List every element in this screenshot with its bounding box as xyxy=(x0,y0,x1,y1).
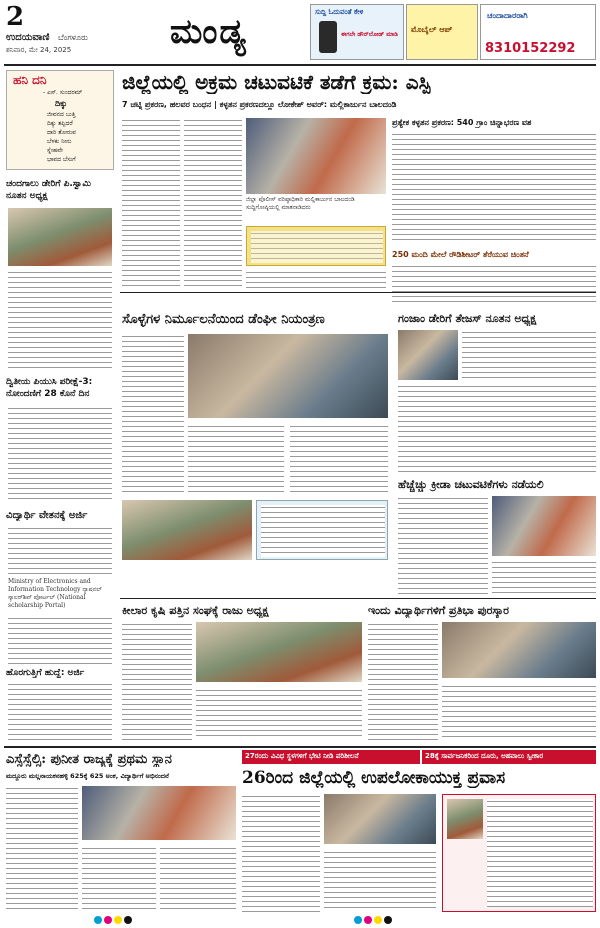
honey-title: ದಿಕ್ಕು xyxy=(55,99,68,108)
kelara-body-1 xyxy=(122,622,192,740)
students-body-1 xyxy=(368,622,438,740)
main-body-col-3 xyxy=(246,270,386,288)
left-headline-4: ಹೊರಗುತ್ತಿಗೆ ಹುದ್ದೆ: ಅರ್ಜಿ xyxy=(6,668,85,678)
students-headline: ಇಂದು ವಿದ್ಯಾರ್ಥಿಗಳಿಗೆ ಪ್ರತಿಭಾ ಪುರಸ್ಕಾರ xyxy=(368,604,509,617)
box-photo xyxy=(447,799,483,839)
sports-headline: ಹೆಚ್ಚೆಚ್ಚು ಕ್ರೀಡಾ ಚಟುವಟಿಕೆಗಳು ನಡೆಯಲಿ xyxy=(398,478,544,491)
yellow-ad[interactable] xyxy=(406,4,478,60)
registration-mark xyxy=(124,916,132,924)
registration-mark xyxy=(384,916,392,924)
phone-graphic xyxy=(319,21,337,53)
honey-box xyxy=(6,70,114,170)
bottom-rule xyxy=(4,746,596,748)
masthead xyxy=(0,0,600,62)
registration-mark xyxy=(374,916,382,924)
side-headline-2: 250 ಮಂದಿ ಮೇಲೆ ರೌಡಿಶೀಟರ್ ತೆರೆಯುವ ಚಿಂತನೆ xyxy=(392,250,529,259)
registration-mark xyxy=(354,916,362,924)
lokayukta-headline: 26ರಿಂದ ಜಿಲ್ಲೆಯಲ್ಲಿ ಉಪಲೋಕಾಯುಕ್ತ ಪ್ರವಾಸ xyxy=(242,768,506,788)
left-body-5 xyxy=(8,682,112,742)
left-headline-3: ವಿದ್ಯಾರ್ಥಿ ವೇತನಕ್ಕೆ ಅರ್ಜಿ xyxy=(6,510,88,521)
ad-text: ಸುದ್ದಿ ಓದುವಂತೆ ಕೇಳಿ xyxy=(315,8,364,16)
ad-label: ಚಂದಾದಾರರಾಗಿ xyxy=(487,11,528,20)
honey-brand: ಹನಿ ದನಿ xyxy=(13,73,47,87)
left-headline-1: ಚಂದಗಾಲು ಡೇರಿಗೆ ಪಿ.ಸ್ವಾಮಿ ನೂತನ ಅಧ್ಯಕ್ಷ xyxy=(6,179,91,201)
main-body-col-2 xyxy=(184,118,242,288)
left-photo-1 xyxy=(8,208,112,266)
honey-line: ಬೆಳಕು ನೀನು xyxy=(47,138,72,145)
lokayukta-kicker-2 xyxy=(422,750,596,764)
ganja-photo xyxy=(398,330,458,380)
ad-phone: 8310152292 xyxy=(485,41,576,56)
sslc-headline: ಎಸ್ಸೆಸ್ಸೆಲ್ಸಿ: ಪುನೀತ ರಾಜ್ಯಕ್ಕೆ ಪ್ರಥಮ ಸ್ಥಾನ xyxy=(6,752,172,767)
dengue-photo xyxy=(188,334,388,418)
honey-line: ಸ್ನೇಹವೇ xyxy=(47,147,63,154)
students-photo xyxy=(442,622,596,678)
left-headline-2: ದ್ವಿತೀಯ ಪಿಯುಸಿ ಪರೀಕ್ಷೆ-3: ನೋಂದಣಿಗೆ 28 ಕೊನೆ ದಿನ xyxy=(6,377,93,399)
kelara-headline: ಕೀಲಾರ ಕೃಷಿ ಪತ್ತಿನ ಸಂಘಕ್ಕೆ ರಾಜು ಅಧ್ಯಕ್ಷ xyxy=(122,604,269,617)
quote-text xyxy=(261,505,385,557)
honey-line: ದಿಕ್ಕು ತಪ್ಪಿದರೆ xyxy=(47,120,73,127)
edition: ಬೆಂಗಳೂರು xyxy=(58,33,88,42)
lokayukta-body-1 xyxy=(242,794,320,912)
kicker-text: 27ರಂದು ವಿವಿಧ ಸ್ಥಳಗಳಿಗೆ ಭೇಟಿ ನೀಡಿ ಪರಿಶೀಲನೆ xyxy=(245,752,359,760)
sslc-subhead: ಮದ್ದೂರು ಮಲ್ಲನಾಯಕನಹಳ್ಳಿ 625ಕ್ಕೆ 625 ಅಂಕ, ವಿದ್ಯಾರ್ಥಿಗೆ ಅಭಿನಂದನೆ xyxy=(6,772,169,780)
left-body-3 xyxy=(8,526,112,574)
district-title: ಮಂಡ್ಯ xyxy=(170,12,248,52)
date-line: ಶನಿವಾರ, ಮೇ 24, 2025 xyxy=(6,46,72,54)
section-rule xyxy=(120,598,596,599)
registration-mark xyxy=(114,916,122,924)
dengue-body-1 xyxy=(122,334,184,494)
sports-body-1 xyxy=(398,496,488,596)
lokayukta-photo xyxy=(324,794,436,844)
lokayukta-kicker-1 xyxy=(242,750,420,764)
registration-mark xyxy=(94,916,102,924)
inset-photo-1 xyxy=(122,500,252,560)
section-rule xyxy=(120,292,596,293)
paper-name: ಉದಯವಾಣಿ xyxy=(6,32,50,43)
sslc-body-2 xyxy=(82,846,156,912)
sports-body-2 xyxy=(492,560,596,596)
masthead-rule xyxy=(4,64,596,66)
dengue-body-3 xyxy=(290,424,388,494)
left-body-2 xyxy=(8,406,112,502)
highlight-text xyxy=(251,231,383,263)
ganja-body-2 xyxy=(398,384,596,472)
main-subhead: 7 ಚಟ್ನಿ ಪ್ರಕರಣ, ಹಲವರ ಬಂಧನ | ಕಳ್ಳತನ ಪ್ರಕರಣದಲ್ಲೂ ಲೋಕೇಶ್ ಅವರ್: ಮಲ್ಲಿಕಾರ್ಜುನ ಬಾಲದಂಡಿ xyxy=(122,100,397,109)
kelara-photo xyxy=(196,622,362,682)
main-photo xyxy=(246,118,386,194)
side-headline-1: ಪ್ರತ್ಯೇಕ ಕಳ್ಳತನ ಪ್ರಕರಣ: 540 ಗ್ರಾಂ ಚಿನ್ನಾಭರಣ ವಶ xyxy=(392,118,532,127)
side-body-1 xyxy=(392,132,596,244)
box-text xyxy=(487,799,593,907)
ganja-headline: ಗಂಜಾಂ ಡೇರಿಗೆ ತೇಜಸ್ ನೂತನ ಅಧ್ಯಕ್ಷ xyxy=(398,312,537,325)
sslc-photo xyxy=(82,786,236,840)
left-body-1 xyxy=(8,270,112,370)
dengue-headline: ಸೊಳ್ಳೆಗಳ ನಿರ್ಮೂಲನೆಯಿಂದ ಡೆಂಘೀ ನಿಯಂತ್ರಣ xyxy=(122,312,325,327)
lokayukta-box xyxy=(442,794,596,912)
honey-author: - ಎಸ್. ಸುಂದರಮ್ xyxy=(43,89,83,96)
ganja-body-1 xyxy=(462,330,596,380)
phone-ad[interactable] xyxy=(480,4,596,60)
dengue-body-2 xyxy=(188,424,284,494)
honey-line: ಭಾವದ ಬೆಸುಗೆ xyxy=(47,156,76,163)
main-photo-caption: ಜಿಲ್ಲಾ ಪೊಲೀಸ್ ವರಿಷ್ಠಾಧಿಕಾರಿ ಮಲ್ಲಿಕಾರ್ಜುನ ಬಾಲದಂಡಿ ಸುದ್ದಿಗೋಷ್ಠಿಯಲ್ಲಿ ಮಾತನಾಡಿದರು xyxy=(246,196,355,211)
main-headline: ಜಿಲ್ಲೆಯಲ್ಲಿ ಅಕ್ರಮ ಚಟುವಟಿಕೆ ತಡೆಗೆ ಕ್ರಮ: ಎಸ್ಪಿ xyxy=(122,70,431,94)
sslc-body-1 xyxy=(6,786,78,912)
kelara-body-2 xyxy=(196,688,362,740)
honey-line: ಜೀವನದ ಬುತ್ತಿ xyxy=(47,111,76,118)
students-body-2 xyxy=(442,684,596,740)
sports-photo xyxy=(492,496,596,556)
registration-mark xyxy=(364,916,372,924)
honey-line: ದಾರಿ ತೋರುವ xyxy=(47,129,76,136)
lokayukta-body-2 xyxy=(324,850,436,912)
sslc-body-3 xyxy=(160,846,236,912)
scholarship-text: Ministry of Electronics and Information Technology ನ್ಯಾಷನಲ್ ಸ್ಕಾಲರ್‌ಶಿಪ್ ಪೋರ್ಟಲ್ (National scholarship Portal) xyxy=(8,578,102,609)
ad-subtext: ಈಗಲೇ ಡೌನ್‌ಲೋಡ್ ಮಾಡಿ xyxy=(341,31,398,38)
registration-mark xyxy=(104,916,112,924)
page-number: 2 xyxy=(6,2,25,32)
left-body-4 xyxy=(8,616,112,664)
ad-label: ಮೊಬೈಲ್ ಆಪ್ xyxy=(411,25,453,34)
main-body-col-1 xyxy=(122,118,180,288)
highlight-box xyxy=(246,226,386,266)
quote-box xyxy=(256,500,388,560)
side-body-2 xyxy=(392,264,596,304)
kicker-text: 28ಕ್ಕೆ ಸಾರ್ವಜನಿಕರಿಂದ ದೂರು, ಅಹವಾಲು ಸ್ವೀಕಾರ xyxy=(425,752,544,760)
app-ad[interactable] xyxy=(310,4,404,60)
